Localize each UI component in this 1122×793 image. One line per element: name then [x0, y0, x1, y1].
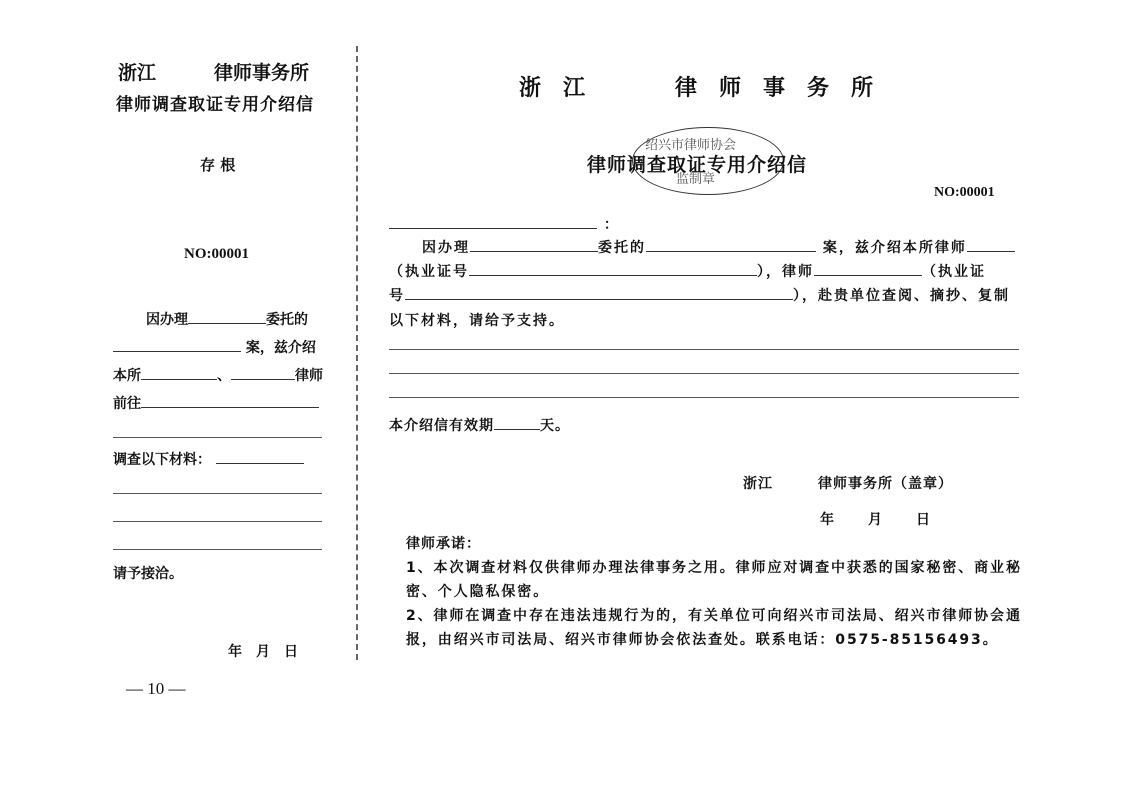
validity-label: 本介绍信有效期 — [389, 418, 494, 434]
lawyer1-license-field[interactable] — [469, 261, 757, 276]
materials-line-1[interactable] — [389, 349, 1019, 350]
para-line-4: 以下材料，请给予支持。 — [389, 313, 565, 329]
stub-date: 年 月 日 — [228, 644, 298, 660]
stub-materials-row — [113, 449, 304, 469]
stamp-top-text: 绍兴市律师协会 — [645, 138, 737, 153]
stub-line3-suffix: 律师 — [295, 368, 323, 384]
stub-blank-line[interactable] — [113, 437, 322, 438]
stamp-bottom-text: 监制章 — [676, 172, 716, 187]
handling-party-field[interactable] — [470, 237, 598, 252]
stub-line3-prefix: 本所 — [113, 368, 141, 384]
para-text-lawyer2: ），律师 — [757, 264, 814, 280]
validity-days-field[interactable] — [494, 415, 540, 430]
stub-subtitle: 律师调查取证专用介绍信 — [116, 95, 314, 115]
para-text-handle: 因办理 — [422, 240, 470, 256]
perforation-divider — [356, 46, 358, 660]
stub-line-4 — [113, 393, 319, 413]
stub-line4-prefix: 前往 — [113, 396, 141, 412]
para-text-introduce: 案，兹介绍本所律师 — [822, 240, 967, 256]
pledge-item-2-line-2: 报，由绍兴市司法局、绍兴市律师协会依法查处。联系电话：0575-85156493。 — [406, 632, 999, 648]
letter-subtitle: 律师调查取证专用介绍信 — [587, 154, 808, 176]
stub-number: NO:00001 — [184, 246, 249, 262]
stub-title-firm: 律师事务所 — [214, 62, 310, 84]
para-text-license2: （执业证 — [922, 264, 986, 280]
stub-materials-line-3[interactable] — [113, 549, 322, 550]
pledge-item-1-line-2: 密、个人隐私保密。 — [406, 584, 550, 600]
lawyer2-license-field[interactable] — [405, 285, 793, 300]
stub-destination-field[interactable] — [141, 393, 319, 408]
stub-line1-suffix: 委托的 — [266, 312, 308, 328]
materials-line-3[interactable] — [389, 397, 1019, 398]
stub-line1-prefix: 因办理 — [146, 312, 188, 328]
letter-title-province: 浙 江 — [519, 76, 586, 101]
recipient-field[interactable] — [389, 214, 597, 229]
stub-line-2 — [113, 337, 316, 357]
validity-row — [389, 415, 570, 435]
stub-line-1 — [146, 309, 308, 329]
firm-signature: 浙江 律师事务所（盖章） — [743, 476, 953, 492]
para-line-3 — [389, 285, 1010, 305]
stub-label: 存 根 — [200, 156, 236, 174]
stub-line-3 — [113, 365, 323, 385]
validity-suffix: 天。 — [540, 418, 570, 434]
letter-title-firm: 律 师 事 务 所 — [675, 76, 874, 101]
letter-date: 年 月 日 — [820, 512, 932, 528]
para-text-purpose: ），赴贵单位查阅、摘抄、复制 — [793, 288, 1010, 304]
stub-case-field[interactable] — [188, 309, 266, 324]
salutation-colon: ： — [603, 217, 620, 233]
case-name-field[interactable] — [646, 237, 816, 252]
lawyer1-name-field[interactable] — [967, 237, 1015, 252]
para-text-number: 号 — [389, 288, 405, 304]
stub-materials-line-1[interactable] — [113, 493, 322, 494]
letter-number: NO:00001 — [934, 185, 995, 200]
salutation-row — [389, 214, 620, 234]
page-number: — 10 — — [126, 679, 186, 698]
para-line-2 — [389, 261, 986, 281]
stub-materials-line-2[interactable] — [113, 521, 322, 522]
pledge-item-2-line-1: 2、律师在调查中存在违法违规行为的，有关单位可向绍兴市司法局、绍兴市律师协会通 — [406, 608, 1022, 624]
stub-line3-sep: 、 — [217, 368, 231, 384]
lawyer2-name-field[interactable] — [814, 261, 922, 276]
stub-materials-label: 调查以下材料： — [113, 452, 211, 468]
stub-closing: 请予接洽。 — [113, 566, 183, 582]
stub-title-province: 浙江 — [118, 62, 157, 84]
stub-line2-suffix: 案，兹介绍 — [245, 340, 316, 356]
pledge-title: 律师承诺： — [406, 536, 481, 552]
stub-lawyer1-field[interactable] — [141, 365, 217, 380]
pledge-item-1-line-1: 1、本次调查材料仅供律师办理法律事务之用。律师应对调查中获悉的国家秘密、商业秘 — [406, 560, 1022, 576]
stub-lawyer2-field[interactable] — [231, 365, 295, 380]
materials-line-2[interactable] — [389, 373, 1019, 374]
stub-client-field[interactable] — [113, 337, 241, 352]
para-line-1 — [422, 237, 1015, 257]
para-text-entrusted: 委托的 — [598, 240, 646, 256]
para-text-license1: （执业证号 — [389, 264, 469, 280]
stub-materials-field[interactable] — [216, 449, 304, 464]
